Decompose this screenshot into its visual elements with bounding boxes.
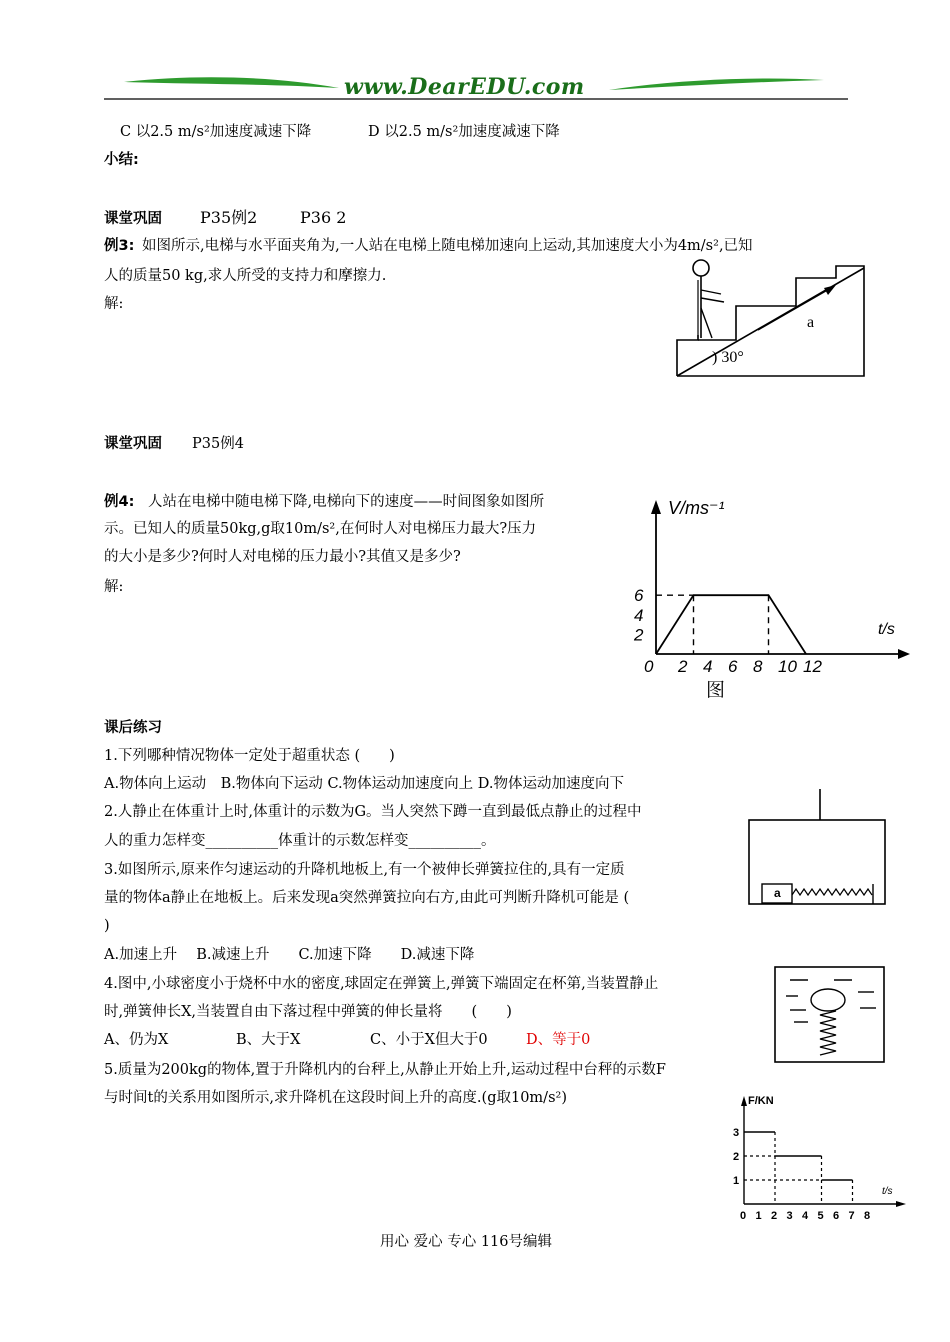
x-tick-label: 8: [864, 1210, 871, 1222]
example4-line3: 的大小是多少?何时人对电梯的压力最小?其值又是多少?: [104, 549, 461, 565]
x-tick-label: 3: [786, 1210, 793, 1222]
x-tick-label: 8: [753, 657, 763, 676]
y-tick-label: 2: [733, 1151, 740, 1163]
x-tick-label: 2: [678, 657, 688, 676]
example3-line2: 人的质量50 kg,求人所受的支持力和摩擦力.: [104, 268, 387, 284]
q2-line2: 人的重力怎样变__________体重计的示数怎样变__________。: [104, 833, 496, 849]
consolidate-ref-2: P36 2: [300, 208, 347, 227]
example3-answer: 解:: [104, 296, 124, 312]
q2-line1: 2.人静止在体重计上时,体重计的示数为G。当人突然下蹲一直到最低点静止的过程中: [104, 804, 642, 820]
example4-line2: 示。已知人的质量50kg,g取10m/s²,在何时人对电梯压力最大?压力: [104, 521, 537, 537]
q1-text: 1.下列哪种情况物体一定处于超重状态 ( ): [104, 748, 395, 764]
escalator-accel-label: a: [807, 314, 815, 331]
q4-option-d: D、等于0: [526, 1032, 591, 1048]
q4-option-c: C、小于X但大于0: [370, 1032, 488, 1048]
consolidate-ref-3: P35例4: [192, 436, 244, 452]
header-logo: [104, 70, 848, 102]
x-tick-label: 12: [803, 657, 822, 676]
y-axis-arrow: [741, 1096, 747, 1106]
x-tick-label: 4: [703, 657, 713, 676]
q4-line2: 时,弹簧伸长X,当装置自由下落过程中弹簧的伸长量将 ( ): [104, 1004, 512, 1020]
force-time-chart: [722, 1088, 912, 1224]
q4-option-a: A、仍为X: [104, 1032, 169, 1048]
x-tick-label: 1: [755, 1210, 762, 1222]
x-axis-arrow: [896, 1201, 906, 1207]
x-tick-label: 7: [848, 1210, 855, 1222]
velocity-series-line: [656, 595, 806, 654]
y-tick-label: 3: [733, 1127, 740, 1139]
example3-label: 例3:: [104, 238, 135, 254]
y-tick-label: 2: [634, 625, 644, 645]
example4-label: 例4:: [104, 494, 135, 510]
option-d: D 以2.5 m/s²加速度减速下降: [368, 124, 560, 140]
y-tick-label: 6: [634, 586, 644, 606]
elevator-block-label: a: [774, 886, 781, 900]
y-axis-label: V/ms⁻¹: [668, 498, 725, 518]
q4-option-b: B、大于X: [236, 1032, 301, 1048]
chart-title: 图: [706, 680, 726, 701]
q4-line1: 4.图中,小球密度小于烧杯中水的密度,球固定在弹簧上,弹簧下端固定在杯第,当装置静止: [104, 976, 659, 992]
x-tick-label: 5: [817, 1210, 824, 1222]
q3-line2: 量的物体a静止在地板上。后来发现a突然弹簧拉向右方,由此可判断升降机可能是 (: [104, 890, 630, 906]
site-name: www.DearEDU.com: [344, 74, 585, 100]
consolidate-label-2: 课堂巩固: [104, 436, 162, 452]
example4-answer: 解:: [104, 579, 124, 595]
velocity-time-chart: [620, 484, 920, 706]
escalator-angle-label: ) 30°: [712, 349, 744, 366]
y-tick-label: 4: [634, 605, 644, 625]
x-axis-arrow: [898, 649, 910, 659]
q3-options: A.加速上升 B.减速上升 C.加速下降 D.减速下降: [104, 947, 475, 963]
summary-label: 小结:: [104, 152, 139, 168]
footer-text: 用心 爱心 专心 116号编辑: [380, 1234, 553, 1250]
x-tick-label: 4: [802, 1210, 809, 1222]
x-tick-label: 6: [833, 1210, 840, 1222]
escalator-figure: [676, 258, 866, 378]
y-axis-label: F/KN: [748, 1095, 774, 1107]
elevator-figure: [748, 788, 888, 906]
x-tick-label: 6: [728, 657, 738, 676]
consolidate-label-1: 课堂巩固: [104, 211, 162, 227]
homework-label: 课后练习: [104, 720, 162, 736]
option-c: C 以2.5 m/s²加速度减速下降: [120, 124, 312, 140]
beaker-figure: [774, 966, 886, 1064]
x-tick-label: 0: [740, 1210, 747, 1222]
x-axis-label: t/s: [878, 621, 895, 638]
x-axis-label: t/s: [882, 1186, 893, 1197]
x-tick-label: 0: [644, 657, 654, 676]
q1-options: A.物体向上运动 B.物体向下运动 C.物体运动加速度向上 D.物体运动加速度向下: [104, 776, 624, 792]
y-tick-label: 1: [733, 1175, 740, 1187]
x-tick-label: 2: [771, 1210, 778, 1222]
y-axis-arrow: [651, 500, 661, 514]
q5-line1: 5.质量为200kg的物体,置于升降机内的台秤上,从静止开始上升,运动过程中台秤的示数F: [104, 1062, 666, 1078]
consolidate-ref-1: P35例2: [200, 208, 258, 227]
example4-line1: 人站在电梯中随电梯下降,电梯向下的速度——时间图象如图所: [148, 494, 545, 510]
example3-line1: 如图所示,电梯与水平面夹角为,一人站在电梯上随电梯加速向上运动,其加速度大小为4m/s²,已知: [142, 238, 753, 254]
q3-line3: ): [104, 918, 110, 934]
q5-line2: 与时间t的关系用如图所示,求升降机在这段时间上升的高度.(g取10m/s²): [104, 1090, 567, 1106]
q3-line1: 3.如图所示,原来作匀速运动的升降机地板上,有一个被伸长弹簧拉住的,具有一定质: [104, 862, 625, 878]
x-tick-label: 10: [778, 657, 797, 676]
